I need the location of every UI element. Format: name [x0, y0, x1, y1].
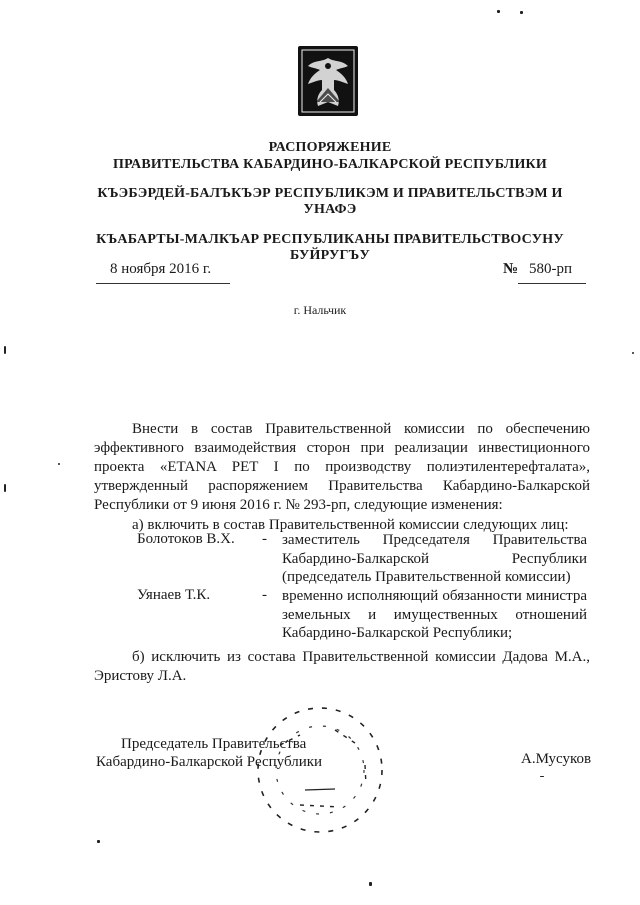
- dash-separator: -: [262, 587, 267, 603]
- signatory-position-line1: Председатель Правительства: [121, 736, 307, 752]
- scan-speck: [97, 840, 100, 843]
- person-name: Уянаев Т.К.: [137, 587, 211, 603]
- signatory-position-line2: Кабардино-Балкарской Республики: [96, 754, 323, 770]
- city-name: г. Нальчик: [293, 303, 347, 317]
- scan-speck: [520, 11, 523, 14]
- scan-speck: [4, 484, 6, 492]
- item-a-paragraph: а) включить в состав Правительственной комиссии следующих лиц:: [132, 517, 569, 533]
- kabardian-title-line2: УНАФЭ: [303, 202, 357, 217]
- signatory-name: А.Мусуков: [521, 751, 592, 767]
- intro-paragraph: Внести в состав Правительственной комиссии по обеспечению эффективного взаимодействия сторон при реализации инвестиционного проекта «ETANA PET I по производству полиэтилентерефталата», утвержденный распоряжением Правительства Кабардино-Балкарской Республики от 9 июня 2016 г. № 293-рп, следующие изменения:: [94, 421, 590, 513]
- person-role: временно исполняющий обязанности министра земельных и имущественных отношений Кабардино-Балкарской Республики;: [282, 588, 587, 641]
- number-underline: [518, 283, 586, 284]
- coat-of-arms-icon: [296, 44, 360, 118]
- signatory-position: [96, 735, 322, 771]
- scan-speck: [540, 776, 544, 777]
- kabardian-title-line1: КЪЭБЭРДЕЙ-БАЛЪКЪЭР РЕСПУБЛИКЭМ И ПРАВИТЕЛЬСТВЭМ И: [97, 186, 563, 201]
- government-title: ПРАВИТЕЛЬСТВА КАБАРДИНО-БАЛКАРСКОЙ РЕСПУБЛИКИ: [112, 157, 548, 172]
- balkar-title-line1: КЪАБАРТЫ-МАЛКЪАР РЕСПУБЛИКАНЫ ПРАВИТЕЛЬСТВОСУНУ: [96, 232, 564, 247]
- person-name: Болотоков В.Х.: [137, 531, 235, 547]
- number-label: №: [503, 261, 519, 277]
- balkar-title-line2: БУЙРУГЪУ: [290, 248, 370, 263]
- scan-speck: [369, 882, 372, 886]
- dash-separator: -: [262, 531, 267, 547]
- scan-speck: [497, 10, 500, 13]
- person-role: заместитель Председателя Правительства Кабардино-Балкарской Республики (председатель Правительственной комиссии): [282, 532, 587, 585]
- item-b-paragraph: б) исключить из состава Правительственной комиссии Дадова М.А., Эристову Л.А.: [94, 649, 590, 684]
- scan-speck: [58, 463, 60, 465]
- document-number: 580-рп: [529, 261, 573, 277]
- document-date: 8 ноября 2016 г.: [110, 261, 212, 277]
- scan-speck: [4, 346, 6, 354]
- document-type-title: РАСПОРЯЖЕНИЕ: [268, 140, 392, 155]
- date-underline: [96, 283, 230, 284]
- scan-speck: [632, 352, 634, 354]
